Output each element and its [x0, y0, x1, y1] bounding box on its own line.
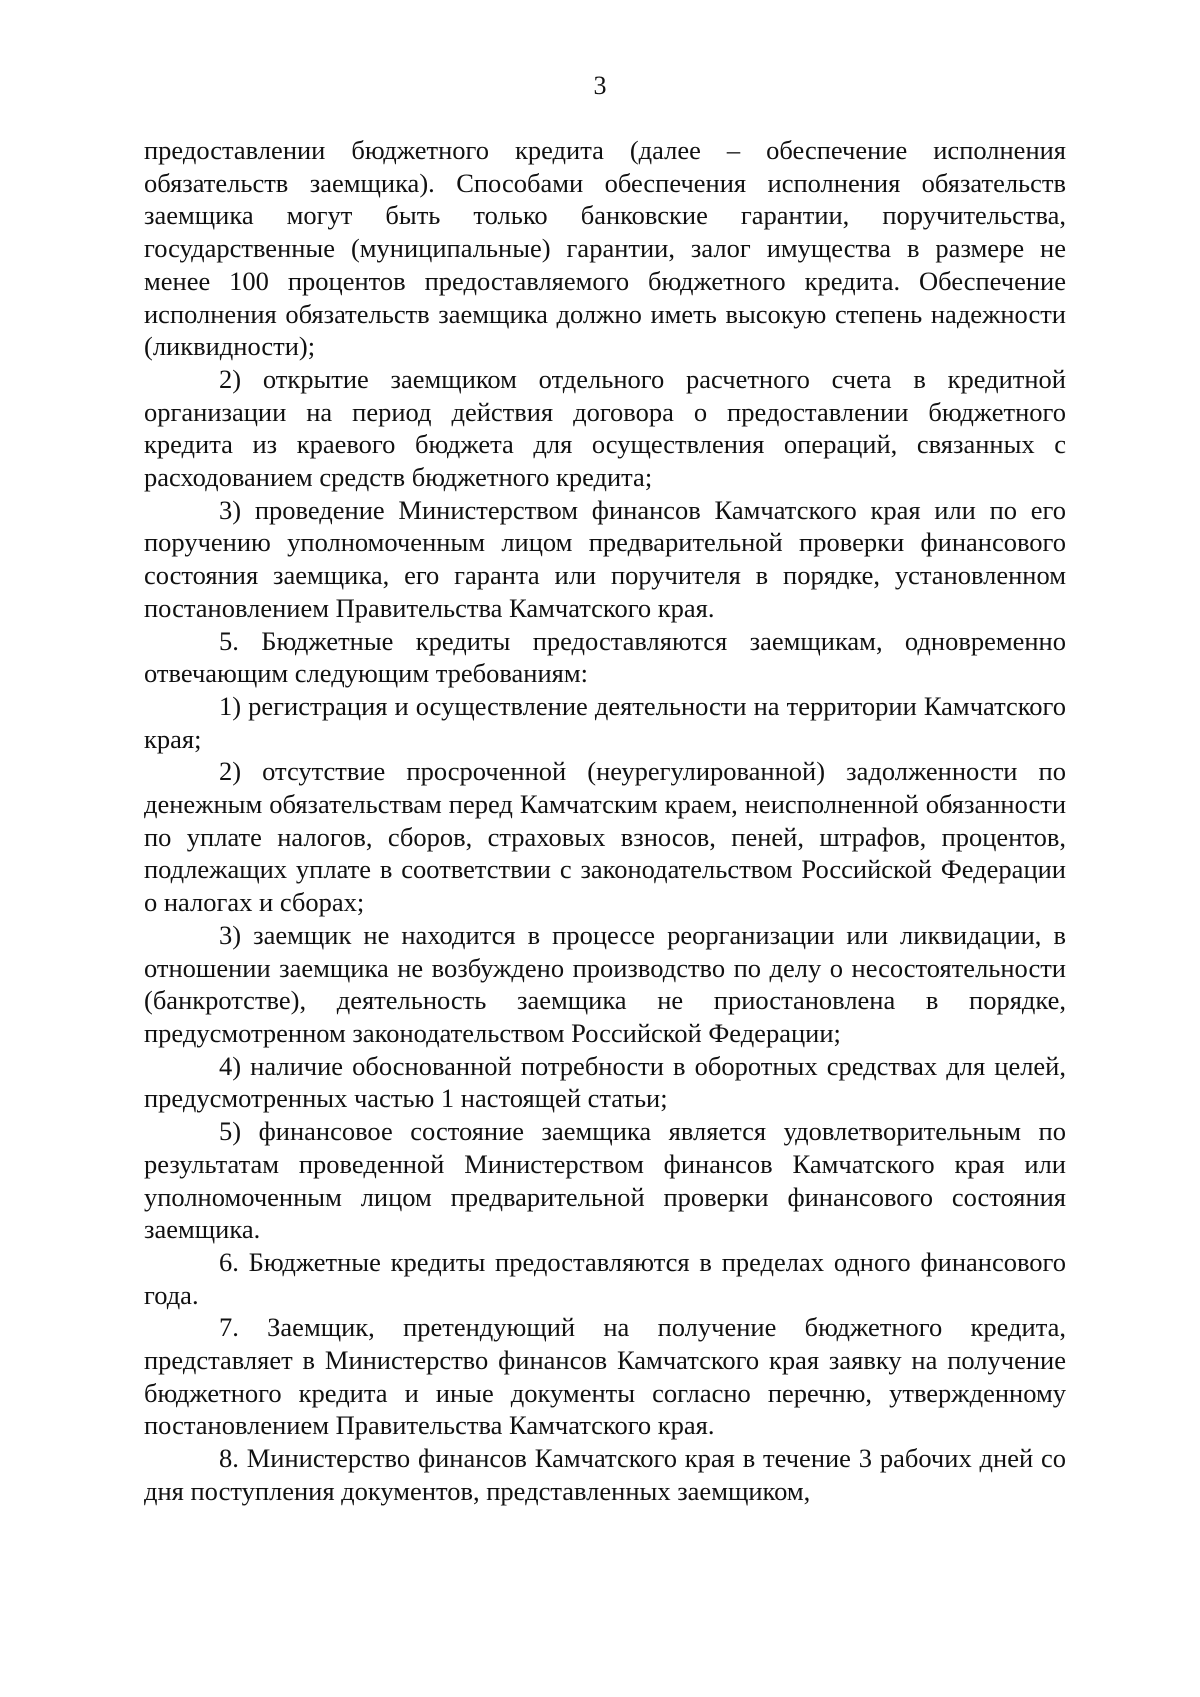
document-body	[144, 134, 1066, 1508]
paragraph-clause-5-item-4: 4) наличие обоснованной потребности в оборотных средствах для целей, предусмотренных частью 1 настоящей статьи;	[144, 1050, 1066, 1114]
paragraph-clause-5-item-2: 2) отсутствие просроченной (неурегулированной) задолженности по денежным обязательствам перед Камчатским краем, неисполненной обязанности по уплате налогов, сборов, страховых взносов, пеней, штрафов, процентов, подлежащих уплате в соответствии с законодательством Российской Федерации о налогах и сборах;	[144, 756, 1066, 918]
paragraph-item-3-check: 3) проведение Министерством финансов Камчатского края или по его поручению уполномоченным лицом предварительной проверки финансового состояния заемщика, его гаранта или поручителя в порядке, установленном постановлением Правительства Камчатского края.	[144, 494, 1066, 623]
paragraph-clause-5: 5. Бюджетные кредиты предоставляются заемщикам, одновременно отвечающим следующим требованиям:	[144, 625, 1066, 689]
paragraph-continuation: предоставлении бюджетного кредита (далее – обеспечение исполнения обязательств заемщика). Способами обеспечения исполнения обязательств заемщика могут быть только банковские гарантии, поручительства, государственные (муниципальные) гарантии, залог имущества в размере не менее 100 процентов предоставляемого бюджетного кредита. Обеспечение исполнения обязательств заемщика должно иметь высокую степень надежности (ликвидности);	[144, 135, 1066, 362]
page-number: 3	[593, 71, 607, 100]
paragraph-clause-5-item-5: 5) финансовое состояние заемщика является удовлетворительным по результатам проведенной Министерством финансов Камчатского края или уполномоченным лицом предварительной проверки финансового состояния заемщика.	[144, 1116, 1066, 1245]
paragraph-item-2-account: 2) открытие заемщиком отдельного расчетного счета в кредитной организации на период действия договора о предоставлении бюджетного кредита из краевого бюджета для осуществления операций, связанных с расходованием средств бюджетного кредита;	[144, 363, 1066, 493]
paragraph-clause-5-item-3: 3) заемщик не находится в процессе реорганизации или ликвидации, в отношении заемщика не возбуждено производство по делу о несостоятельности (банкротстве), деятельность заемщика не приостановлена в порядке, предусмотренном законодательством Российской Федерации;	[144, 919, 1066, 1048]
paragraph-clause-6: 6. Бюджетные кредиты предоставляются в пределах одного финансового года.	[144, 1246, 1066, 1310]
paragraph-clause-8: 8. Министерство финансов Камчатского края в течение 3 рабочих дней со дня поступления документов, представленных заемщиком,	[144, 1443, 1066, 1506]
paragraph-clause-5-item-1: 1) регистрация и осуществление деятельности на территории Камчатского края;	[144, 690, 1066, 754]
paragraph-clause-7: 7. Заемщик, претендующий на получение бюджетного кредита, представляет в Министерство финансов Камчатского края заявку на получение бюджетного кредита и иные документы согласно перечню, утвержденному постановлением Правительства Камчатского края.	[144, 1312, 1066, 1441]
